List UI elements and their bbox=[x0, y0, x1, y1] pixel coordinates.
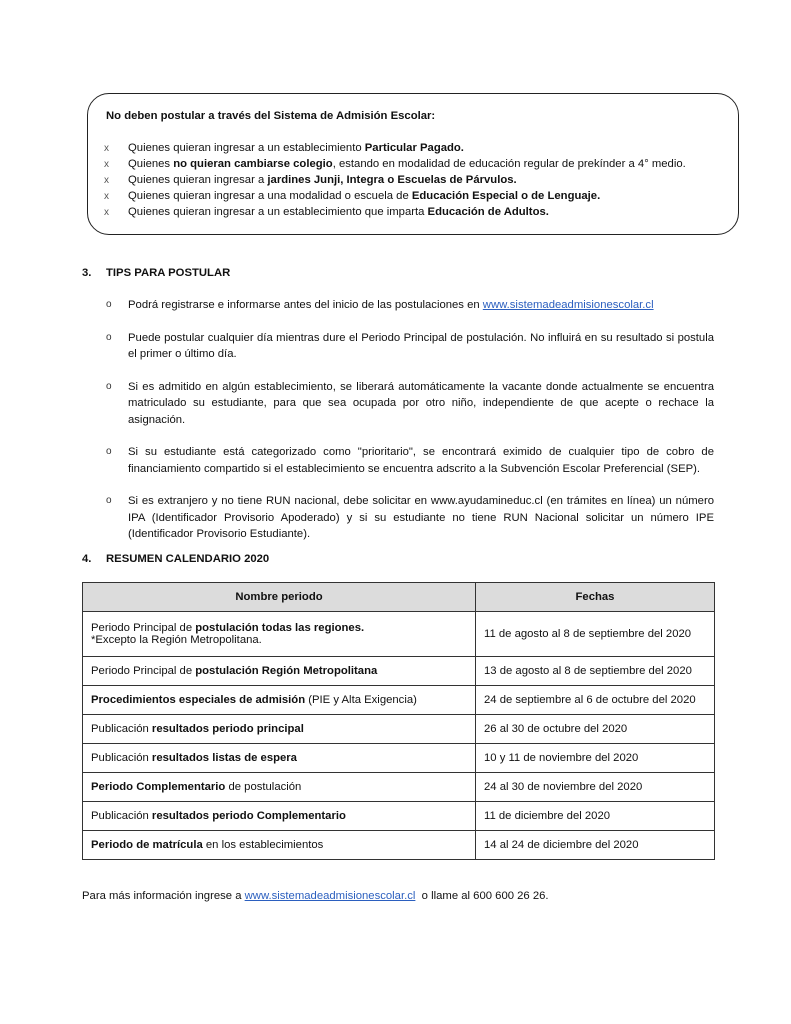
table-row bbox=[83, 773, 715, 802]
date-cell: 11 de diciembre del 2020 bbox=[476, 802, 715, 831]
notice-list bbox=[104, 140, 686, 220]
section-4-heading: 4. RESUMEN CALENDARIO 2020 bbox=[82, 553, 270, 565]
sae-website-link[interactable]: www.sistemadeadmisionescolar.cl bbox=[482, 299, 654, 311]
date-cell: 13 de agosto al 8 de septiembre del 2020 bbox=[476, 657, 715, 686]
table-row bbox=[83, 744, 715, 773]
date-cell: 24 al 30 de noviembre del 2020 bbox=[476, 773, 715, 802]
period-cell: Periodo Principal de postulación todas las regiones. *Excepto la Región Metropolitana. bbox=[83, 612, 476, 657]
column-header-period: Nombre periodo bbox=[83, 583, 476, 612]
date-cell: 11 de agosto al 8 de septiembre del 2020 bbox=[476, 612, 715, 657]
period-cell: Publicación resultados listas de espera bbox=[83, 744, 476, 773]
period-cell: Publicación resultados periodo principal bbox=[83, 715, 476, 744]
x-bullet-icon: x bbox=[104, 191, 109, 202]
notice-item: x Quienes quieran ingresar a un establecimiento que imparta Educación de Adultos. bbox=[104, 204, 686, 220]
tips-list bbox=[106, 297, 714, 543]
calendar-table bbox=[82, 582, 715, 860]
period-cell: Periodo Complementario de postulación bbox=[83, 773, 476, 802]
table-header-row bbox=[83, 583, 715, 612]
table-row bbox=[83, 686, 715, 715]
tip-item: o Si su estudiante está categorizado como "prioritario", se encontrará eximido de cualquier tipo de cobro de financiamiento compartido si el establecimiento se encuentra adscrito a la Subvención Escolar Preferencial (SEP). bbox=[106, 446, 714, 475]
x-bullet-icon: x bbox=[104, 159, 109, 170]
section-3-heading: 3. TIPS PARA POSTULAR bbox=[82, 267, 231, 279]
circle-bullet-icon: o bbox=[106, 380, 112, 392]
x-bullet-icon: x bbox=[104, 207, 109, 218]
notice-item: x Quienes quieran ingresar a un establecimiento Particular Pagado. bbox=[104, 140, 686, 156]
circle-bullet-icon: o bbox=[106, 446, 112, 457]
circle-bullet-icon: o bbox=[106, 299, 112, 310]
table-row bbox=[83, 831, 715, 860]
x-bullet-icon: x bbox=[104, 143, 109, 154]
notice-item: x Quienes no quieran cambiarse colegio, estando en modalidad de educación regular de prekínder a 4° medio. bbox=[104, 156, 686, 172]
date-cell: 14 al 24 de diciembre del 2020 bbox=[476, 831, 715, 860]
table-row bbox=[83, 657, 715, 686]
tip-item: o Podrá registrarse e informarse antes del inicio de las postulaciones en www.sistemadeadmisionescolar.cl bbox=[106, 297, 714, 314]
date-cell: 10 y 11 de noviembre del 2020 bbox=[476, 744, 715, 773]
tip-item: o Puede postular cualquier día mientras dure el Periodo Principal de postulación. No influirá en su resultado si postula el primer o último día. bbox=[106, 331, 714, 360]
circle-bullet-icon: o bbox=[106, 495, 112, 506]
tip-item: o Si es admitido en algún establecimiento, se liberará automáticamente la vacante donde actualmente se encuentra matriculado su estudiante, para que sea ocupada por otro niño, independiente de que acepte o rechace la asignación. bbox=[106, 380, 714, 426]
notice-item: x Quienes quieran ingresar a jardines Junji, Integra o Escuelas de Párvulos. bbox=[104, 172, 686, 188]
table-row bbox=[83, 715, 715, 744]
period-cell: Periodo de matrícula en los establecimientos bbox=[83, 831, 476, 860]
date-cell: 24 de septiembre al 6 de octubre del 2020 bbox=[476, 686, 715, 715]
notice-title: No deben postular a través del Sistema de Admisión Escolar: bbox=[106, 110, 436, 122]
x-bullet-icon: x bbox=[104, 175, 109, 186]
table-row bbox=[83, 612, 715, 657]
tip-item: o Si es extranjero y no tiene RUN nacional, debe solicitar en www.ayudamineduc.cl (en trámites en línea) un número IPA (Identificador Provisorio Apoderado) y si su estudiante no tiene RUN Nacional solicitar un número IPE (Identificador Provisorio Estudiante). bbox=[106, 495, 714, 540]
notice-box bbox=[87, 93, 739, 235]
column-header-dates: Fechas bbox=[476, 583, 715, 612]
date-cell: 26 al 30 de octubre del 2020 bbox=[476, 715, 715, 744]
period-cell: Procedimientos especiales de admisión (PIE y Alta Exigencia) bbox=[83, 686, 476, 715]
period-note: *Excepto la Región Metropolitana. bbox=[91, 634, 262, 646]
circle-bullet-icon: o bbox=[106, 331, 112, 343]
notice-item: x Quienes quieran ingresar a una modalidad o escuela de Educación Especial o de Lenguaje. bbox=[104, 188, 686, 204]
period-cell: Publicación resultados periodo Complementario bbox=[83, 802, 476, 831]
footer-note: Para más información ingrese a www.sistemadeadmisionescolar.cl o llame al 600 600 26 26. bbox=[82, 890, 549, 902]
footer-website-link[interactable]: www.sistemadeadmisionescolar.cl bbox=[244, 890, 416, 902]
period-cell: Periodo Principal de postulación Región Metropolitana bbox=[83, 657, 476, 686]
table-row bbox=[83, 802, 715, 831]
